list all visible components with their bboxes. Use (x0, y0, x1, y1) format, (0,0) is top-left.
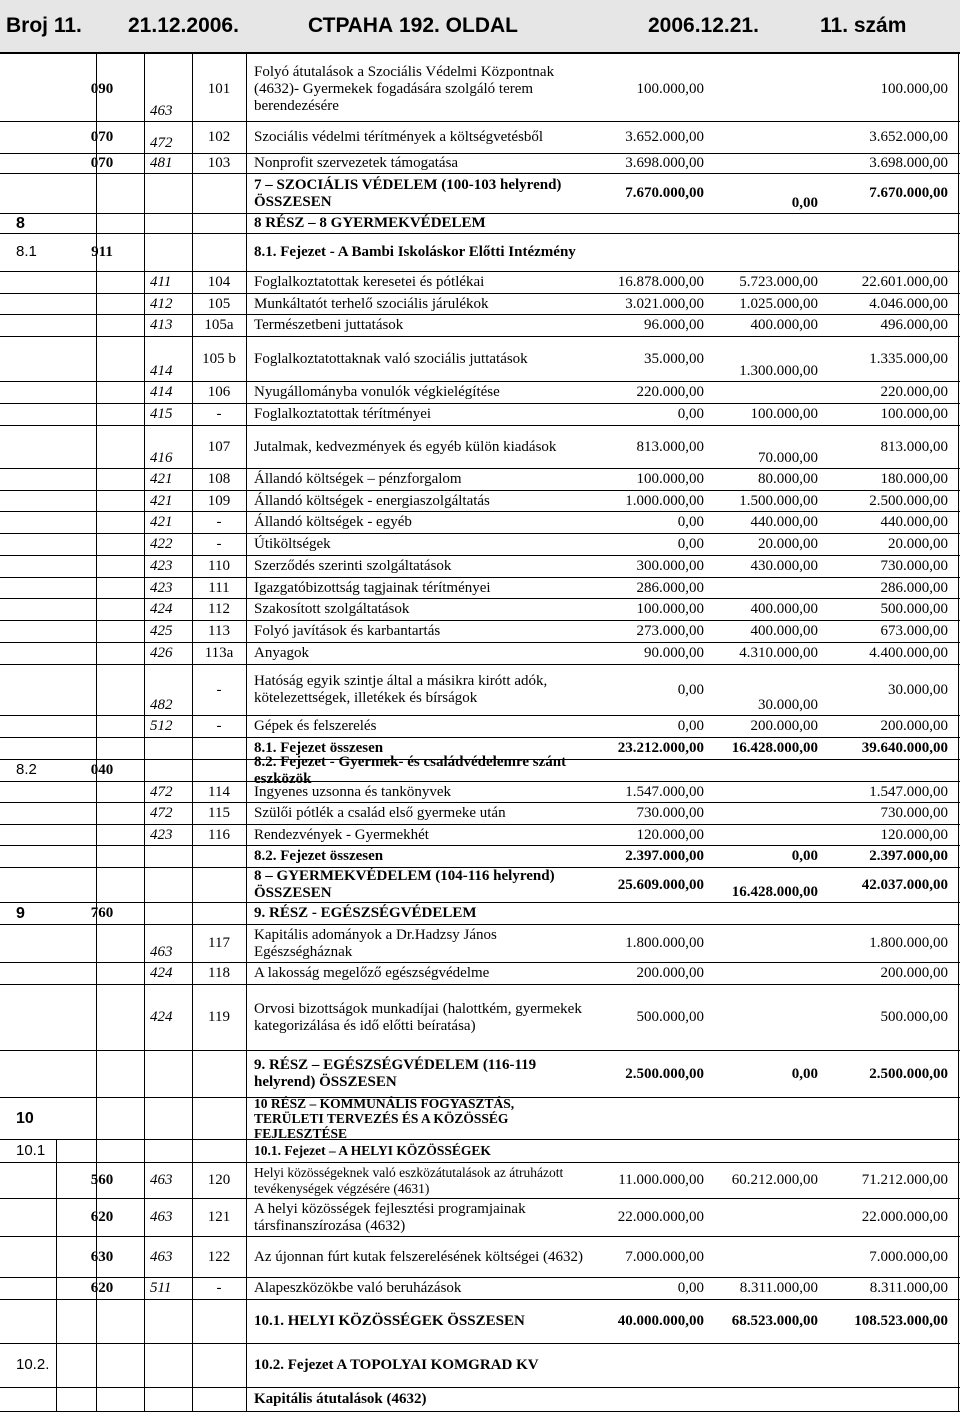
function-code: 911 (91, 244, 113, 261)
position-number: - (216, 718, 222, 735)
amount-other-sources: 400.000,00 (750, 601, 818, 618)
amount-other-sources: 8.311.000,00 (739, 1280, 818, 1297)
section-number: 10.2. (16, 1356, 50, 1374)
position-number: 103 (207, 155, 231, 172)
amount-total: 4.046.000,00 (869, 295, 948, 312)
table-row (0, 426, 960, 469)
function-code: 090 (90, 81, 114, 98)
amount-budget: 0,00 (677, 514, 704, 531)
amount-other-sources: 200.000,00 (750, 718, 818, 735)
amount-other-sources: 0,00 (791, 195, 818, 212)
account-code: 414 (150, 384, 173, 401)
table-row (0, 985, 960, 1051)
table-row (0, 469, 960, 491)
table-row (0, 1344, 960, 1388)
position-number: 120 (207, 1172, 231, 1189)
item-description: Gépek és felszerelés (254, 718, 377, 735)
item-description: Állandó költségek – pénzforgalom (254, 471, 462, 488)
amount-budget: 2.397.000,00 (625, 848, 704, 865)
table-row (0, 782, 960, 803)
amount-other-sources: 70.000,00 (758, 450, 818, 467)
item-description: Kapitális átutalások (4632) (254, 1391, 427, 1408)
item-description: Szociális védelmi térítmények a költségvetésből (254, 129, 544, 146)
position-number: 105a (204, 317, 234, 334)
position-number: 116 (208, 826, 230, 843)
section-number: 10 (16, 1109, 34, 1127)
position-number: 106 (207, 384, 231, 401)
amount-budget: 0,00 (677, 718, 704, 735)
item-description: Foglalkoztatottak keresetei és pótlékai (254, 274, 485, 291)
table-row (0, 753, 960, 787)
account-code: 421 (150, 492, 173, 509)
amount-total: 22.000.000,00 (861, 1209, 948, 1226)
amount-budget: 1.547.000,00 (625, 783, 704, 800)
position-number: 101 (207, 81, 231, 98)
table-row (0, 491, 960, 512)
position-number: 108 (207, 471, 231, 488)
item-description: 10.2. Fejezet A TOPOLYAI KOMGRAD KV (254, 1357, 539, 1374)
item-description: 9. RÉSZ – EGÉSZSÉGVÉDELEM (116-119 helyrend) ÖSSZESEN (254, 1057, 537, 1090)
position-number: 113a (204, 645, 234, 662)
table-row (0, 154, 960, 174)
item-description: 10.1. HELYI KÖZÖSSÉGEK ÖSSZESEN (254, 1313, 525, 1330)
account-code: 424 (150, 601, 173, 618)
amount-budget: 90.000,00 (644, 645, 704, 662)
item-description: Nonprofit szervezetek támogatása (254, 155, 459, 172)
position-number: - (216, 681, 222, 698)
item-description: Folyó javítások és karbantartás (254, 623, 441, 640)
table-row (0, 925, 960, 963)
amount-total: 500.000,00 (880, 601, 948, 618)
table-row (0, 963, 960, 985)
item-description: Foglalkoztatottak térítményei (254, 406, 432, 423)
amount-other-sources: 400.000,00 (750, 317, 818, 334)
account-code: 415 (150, 406, 173, 423)
amount-total: 440.000,00 (880, 514, 948, 531)
table-row (0, 1199, 960, 1237)
position-number: 117 (208, 935, 230, 952)
function-code: 070 (90, 129, 114, 146)
item-description: Alapeszközökbe való beruházások (254, 1280, 462, 1297)
function-code: 070 (90, 155, 114, 172)
position-number: 104 (207, 274, 231, 291)
table-row (0, 214, 960, 234)
issue-number-2: 11. szám (820, 14, 907, 37)
table-row (0, 382, 960, 404)
amount-other-sources: 430.000,00 (750, 558, 818, 575)
item-description: Hatóság egyik szintje által a másikra kirótt adók, kötelezettségek, illetékek és bírságok (254, 673, 548, 706)
amount-other-sources: 16.428.000,00 (731, 884, 818, 901)
amount-total: 813.000,00 (880, 438, 948, 455)
account-code: 472 (150, 805, 173, 822)
amount-other-sources: 0,00 (791, 848, 818, 865)
amount-total: 71.212.000,00 (861, 1172, 948, 1189)
amount-other-sources: 5.723.000,00 (739, 274, 818, 291)
amount-budget: 3.652.000,00 (625, 129, 704, 146)
table-row (0, 621, 960, 643)
amount-budget: 273.000,00 (636, 623, 704, 640)
amount-other-sources: 60.212.000,00 (731, 1172, 818, 1189)
function-code: 760 (90, 905, 114, 922)
account-code: 425 (150, 623, 173, 640)
table-row (0, 643, 960, 665)
amount-total: 39.640.000,00 (861, 740, 948, 757)
amount-budget: 23.212.000,00 (617, 740, 704, 757)
account-code: 472 (150, 135, 173, 152)
account-code: 411 (150, 274, 172, 291)
amount-total: 30.000,00 (888, 681, 948, 698)
amount-budget: 40.000.000,00 (617, 1313, 704, 1330)
item-description: 8.1. Fejezet - A Bambi Iskoláskor Előtti Intézmény (254, 244, 576, 261)
amount-other-sources: 1.500.000,00 (739, 492, 818, 509)
table-row (0, 294, 960, 315)
item-description: Rendezvények - Gyermekhét (254, 826, 429, 843)
item-description: Jutalmak, kedvezmények és egyéb külön kiadások (254, 438, 557, 455)
section-number: 10.1 (16, 1141, 46, 1159)
account-code: 512 (150, 718, 173, 735)
account-code: 424 (150, 965, 173, 982)
account-code: 482 (150, 697, 173, 714)
account-code: 422 (150, 536, 173, 553)
table-row (0, 1051, 960, 1098)
position-number: 122 (207, 1248, 231, 1265)
account-code: 413 (150, 317, 173, 334)
amount-total: 200.000,00 (880, 965, 948, 982)
function-code: 620 (90, 1209, 114, 1226)
item-description: 7 – SZOCIÁLIS VÉDELEM (100-103 helyrend) ÖSSZESEN (254, 176, 562, 210)
table-row (0, 825, 960, 846)
amount-total: 1.800.000,00 (869, 935, 948, 952)
amount-total: 500.000,00 (880, 1009, 948, 1026)
amount-other-sources: 4.310.000,00 (739, 645, 818, 662)
amount-budget: 120.000,00 (636, 826, 704, 843)
amount-budget: 286.000,00 (636, 579, 704, 596)
amount-budget: 7.670.000,00 (625, 185, 704, 202)
section-number: 8.2 (16, 761, 37, 779)
amount-budget: 500.000,00 (636, 1009, 704, 1026)
item-description: Szakosított szolgáltatások (254, 601, 410, 618)
table-row (0, 716, 960, 738)
account-code: 423 (150, 558, 173, 575)
amount-other-sources: 1.300.000,00 (739, 363, 818, 380)
item-description: 8.2. Fejezet összesen (254, 848, 384, 865)
amount-other-sources: 0,00 (791, 1065, 818, 1082)
amount-budget: 22.000.000,00 (617, 1209, 704, 1226)
item-description: Állandó költségek - egyéb (254, 514, 412, 531)
item-description: A helyi közösségek fejlesztési programjainak társfinanszírozása (4632) (254, 1200, 526, 1234)
position-number: 114 (208, 783, 230, 800)
account-code: 421 (150, 471, 173, 488)
amount-budget: 16.878.000,00 (617, 274, 704, 291)
amount-total: 120.000,00 (880, 826, 948, 843)
amount-budget: 300.000,00 (636, 558, 704, 575)
amount-total: 7.670.000,00 (869, 185, 948, 202)
position-number: 113 (208, 623, 230, 640)
amount-budget: 1.000.000,00 (625, 492, 704, 509)
position-number: 105 b (202, 350, 236, 367)
amount-budget: 11.000.000,00 (618, 1172, 704, 1189)
item-description: Igazgatóbizottság tagjainak térítményei (254, 579, 491, 596)
amount-budget: 0,00 (677, 1280, 704, 1297)
table-row (0, 599, 960, 621)
amount-other-sources: 80.000,00 (758, 471, 818, 488)
amount-other-sources: 20.000,00 (758, 536, 818, 553)
amount-budget: 35.000,00 (644, 350, 704, 367)
amount-budget: 3.021.000,00 (625, 295, 704, 312)
table-row (0, 512, 960, 534)
amount-budget: 0,00 (677, 536, 704, 553)
amount-budget: 730.000,00 (636, 805, 704, 822)
amount-budget: 100.000,00 (636, 601, 704, 618)
position-number: 118 (208, 965, 230, 982)
table-row (0, 534, 960, 556)
table-row (0, 272, 960, 294)
item-description: Szülői pótlék a család első gyermeke után (254, 805, 506, 822)
table-row (0, 58, 960, 122)
item-description: Orvosi bizottságok munkadíjai (halottkém, gyermekek kategorizálása és idő előtti beíratása) (254, 1000, 582, 1034)
account-code: 424 (150, 1009, 173, 1026)
amount-budget: 0,00 (677, 406, 704, 423)
amount-total: 730.000,00 (880, 558, 948, 575)
account-code: 416 (150, 450, 173, 467)
table-row (0, 1163, 960, 1199)
function-code: 630 (90, 1248, 114, 1265)
position-number: 110 (208, 558, 230, 575)
table-row (0, 174, 960, 214)
amount-total: 1.547.000,00 (869, 783, 948, 800)
amount-budget: 100.000,00 (636, 81, 704, 98)
position-number: 115 (208, 805, 230, 822)
position-number: - (216, 1280, 222, 1297)
account-code: 463 (150, 1248, 173, 1265)
position-number: - (216, 514, 222, 531)
table-row (0, 803, 960, 825)
amount-budget: 2.500.000,00 (625, 1065, 704, 1082)
account-code: 421 (150, 514, 173, 531)
position-number: 105 (207, 295, 231, 312)
account-code: 463 (150, 944, 173, 961)
item-description: Folyó átutalások a Szociális Védelmi Központnak (4632)- Gyermekek fogadására szolgáló terem berendezésére (254, 64, 555, 114)
account-code: 463 (150, 103, 173, 120)
item-description: Útiköltségek (254, 536, 331, 553)
item-description: Foglalkoztatottaknak való szociális juttatások (254, 350, 528, 367)
amount-other-sources: 1.025.000,00 (739, 295, 818, 312)
amount-total: 7.000.000,00 (869, 1248, 948, 1265)
table-row (0, 1300, 960, 1344)
table-row (0, 404, 960, 426)
table-row (0, 1388, 960, 1412)
amount-budget: 1.800.000,00 (625, 935, 704, 952)
amount-total: 180.000,00 (880, 471, 948, 488)
item-description: 8.1. Fejezet összesen (254, 740, 384, 757)
amount-total: 3.652.000,00 (869, 129, 948, 146)
amount-total: 730.000,00 (880, 805, 948, 822)
amount-total: 220.000,00 (880, 384, 948, 401)
item-description: Munkáltatót terhelő szociális járulékok (254, 295, 489, 312)
amount-other-sources: 440.000,00 (750, 514, 818, 531)
item-description: Anyagok (254, 645, 309, 662)
table-row (0, 556, 960, 578)
amount-total: 8.311.000,00 (869, 1280, 948, 1297)
item-description: Nyugállományba vonulók végkielégítése (254, 384, 500, 401)
page-header (0, 0, 960, 54)
position-number: - (216, 536, 222, 553)
table-row (0, 1278, 960, 1300)
account-code: 426 (150, 645, 173, 662)
amount-budget: 100.000,00 (636, 471, 704, 488)
amount-total: 100.000,00 (880, 81, 948, 98)
amount-total: 286.000,00 (880, 579, 948, 596)
item-description: Az újonnan fúrt kutak felszerelésének költségei (4632) (254, 1248, 584, 1265)
table-row (0, 868, 960, 903)
account-code: 412 (150, 295, 173, 312)
function-code: 560 (90, 1172, 114, 1189)
position-number: 109 (207, 492, 231, 509)
table-row (0, 1140, 960, 1163)
function-code: 040 (90, 762, 114, 779)
function-code: 620 (90, 1280, 114, 1297)
amount-budget: 7.000.000,00 (625, 1248, 704, 1265)
amount-total: 4.400.000,00 (869, 645, 948, 662)
position-number: 119 (208, 1009, 230, 1026)
amount-budget: 813.000,00 (636, 438, 704, 455)
amount-total: 673.000,00 (880, 623, 948, 640)
amount-budget: 0,00 (677, 681, 704, 698)
amount-other-sources: 30.000,00 (758, 697, 818, 714)
amount-total: 200.000,00 (880, 718, 948, 735)
amount-total: 108.523.000,00 (854, 1313, 948, 1330)
amount-total: 100.000,00 (880, 406, 948, 423)
amount-budget: 25.609.000,00 (617, 876, 704, 893)
item-description: Kapitális adományok a Dr.Hadzsy János Egészségháznak (254, 926, 497, 960)
table-row (0, 578, 960, 599)
table-row (0, 315, 960, 337)
amount-other-sources: 100.000,00 (750, 406, 818, 423)
issue-number: Broj 11. (6, 14, 82, 37)
section-number: 8.1 (16, 243, 37, 261)
amount-budget: 220.000,00 (636, 384, 704, 401)
item-description: Ingyenes uzsonna és tankönyvek (254, 783, 452, 800)
item-description: 8 – GYERMEKVÉDELEM (104-116 helyrend) ÖSSZESEN (254, 868, 555, 901)
amount-other-sources: 400.000,00 (750, 623, 818, 640)
account-code: 463 (150, 1172, 173, 1189)
item-description: Szerződés szerinti szolgáltatások (254, 558, 452, 575)
item-description: 8.2. Fejezet - Gyermek- és családvédelemre szánt eszközök (254, 753, 567, 787)
table-row (0, 234, 960, 272)
amount-total: 496.000,00 (880, 317, 948, 334)
section-number: 9 (16, 904, 25, 922)
item-description: 8 RÉSZ – 8 GYERMEKVÉDELEM (254, 215, 486, 232)
amount-total: 1.335.000,00 (869, 350, 948, 367)
section-number: 8 (16, 214, 25, 232)
header-date-1: 21.12.2006. (128, 14, 239, 37)
item-description: 10.1. Fejezet – A HELYI KÖZÖSSÉGEK (254, 1143, 491, 1159)
account-code: 423 (150, 579, 173, 596)
table-row (0, 1237, 960, 1278)
account-code: 463 (150, 1209, 173, 1226)
item-description: 9. RÉSZ - EGÉSZSÉGVÉDELEM (254, 905, 477, 922)
amount-budget: 96.000,00 (644, 317, 704, 334)
amount-total: 2.500.000,00 (869, 492, 948, 509)
table-row (0, 903, 960, 925)
item-description: Állandó költségek - energiaszolgáltatás (254, 492, 490, 509)
amount-total: 2.500.000,00 (869, 1065, 948, 1082)
amount-total: 42.037.000,00 (861, 876, 948, 893)
amount-other-sources: 68.523.000,00 (731, 1313, 818, 1330)
amount-total: 22.601.000,00 (861, 274, 948, 291)
table-row (0, 337, 960, 382)
position-number: 102 (207, 129, 231, 146)
account-code: 481 (150, 155, 173, 172)
position-number: 112 (208, 601, 230, 618)
table-row (0, 122, 960, 154)
amount-budget: 3.698.000,00 (625, 155, 704, 172)
item-description: Helyi közösségeknek való eszközátutalások az átruházott tevékenységek végzésére (4631) (254, 1165, 564, 1196)
position-number: 121 (207, 1209, 231, 1226)
table-row (0, 1095, 960, 1142)
account-code: 414 (150, 363, 173, 380)
table-row (0, 665, 960, 716)
account-code: 423 (150, 826, 173, 843)
account-code: 511 (150, 1280, 172, 1297)
position-number: 107 (207, 438, 231, 455)
table-row (0, 846, 960, 868)
item-description: A lakosság megelőző egészségvédelme (254, 965, 490, 982)
amount-total: 20.000,00 (888, 536, 948, 553)
page-number: СТРАНА 192. OLDAL (308, 14, 518, 37)
amount-other-sources: 16.428.000,00 (731, 740, 818, 757)
amount-budget: 200.000,00 (636, 965, 704, 982)
account-code: 472 (150, 783, 173, 800)
amount-total: 3.698.000,00 (869, 155, 948, 172)
position-number: 111 (208, 579, 230, 596)
item-description: 10 RÉSZ – KOMMUNÁLIS FOGYASZTÁS, TERÜLETI TERVEZÉS ÉS A KÖZÖSSÉG FEJLESZTÉSE (254, 1095, 515, 1142)
position-number: - (216, 406, 222, 423)
header-date-2: 2006.12.21. (648, 14, 759, 37)
amount-total: 2.397.000,00 (869, 848, 948, 865)
item-description: Természetbeni juttatások (254, 317, 404, 334)
